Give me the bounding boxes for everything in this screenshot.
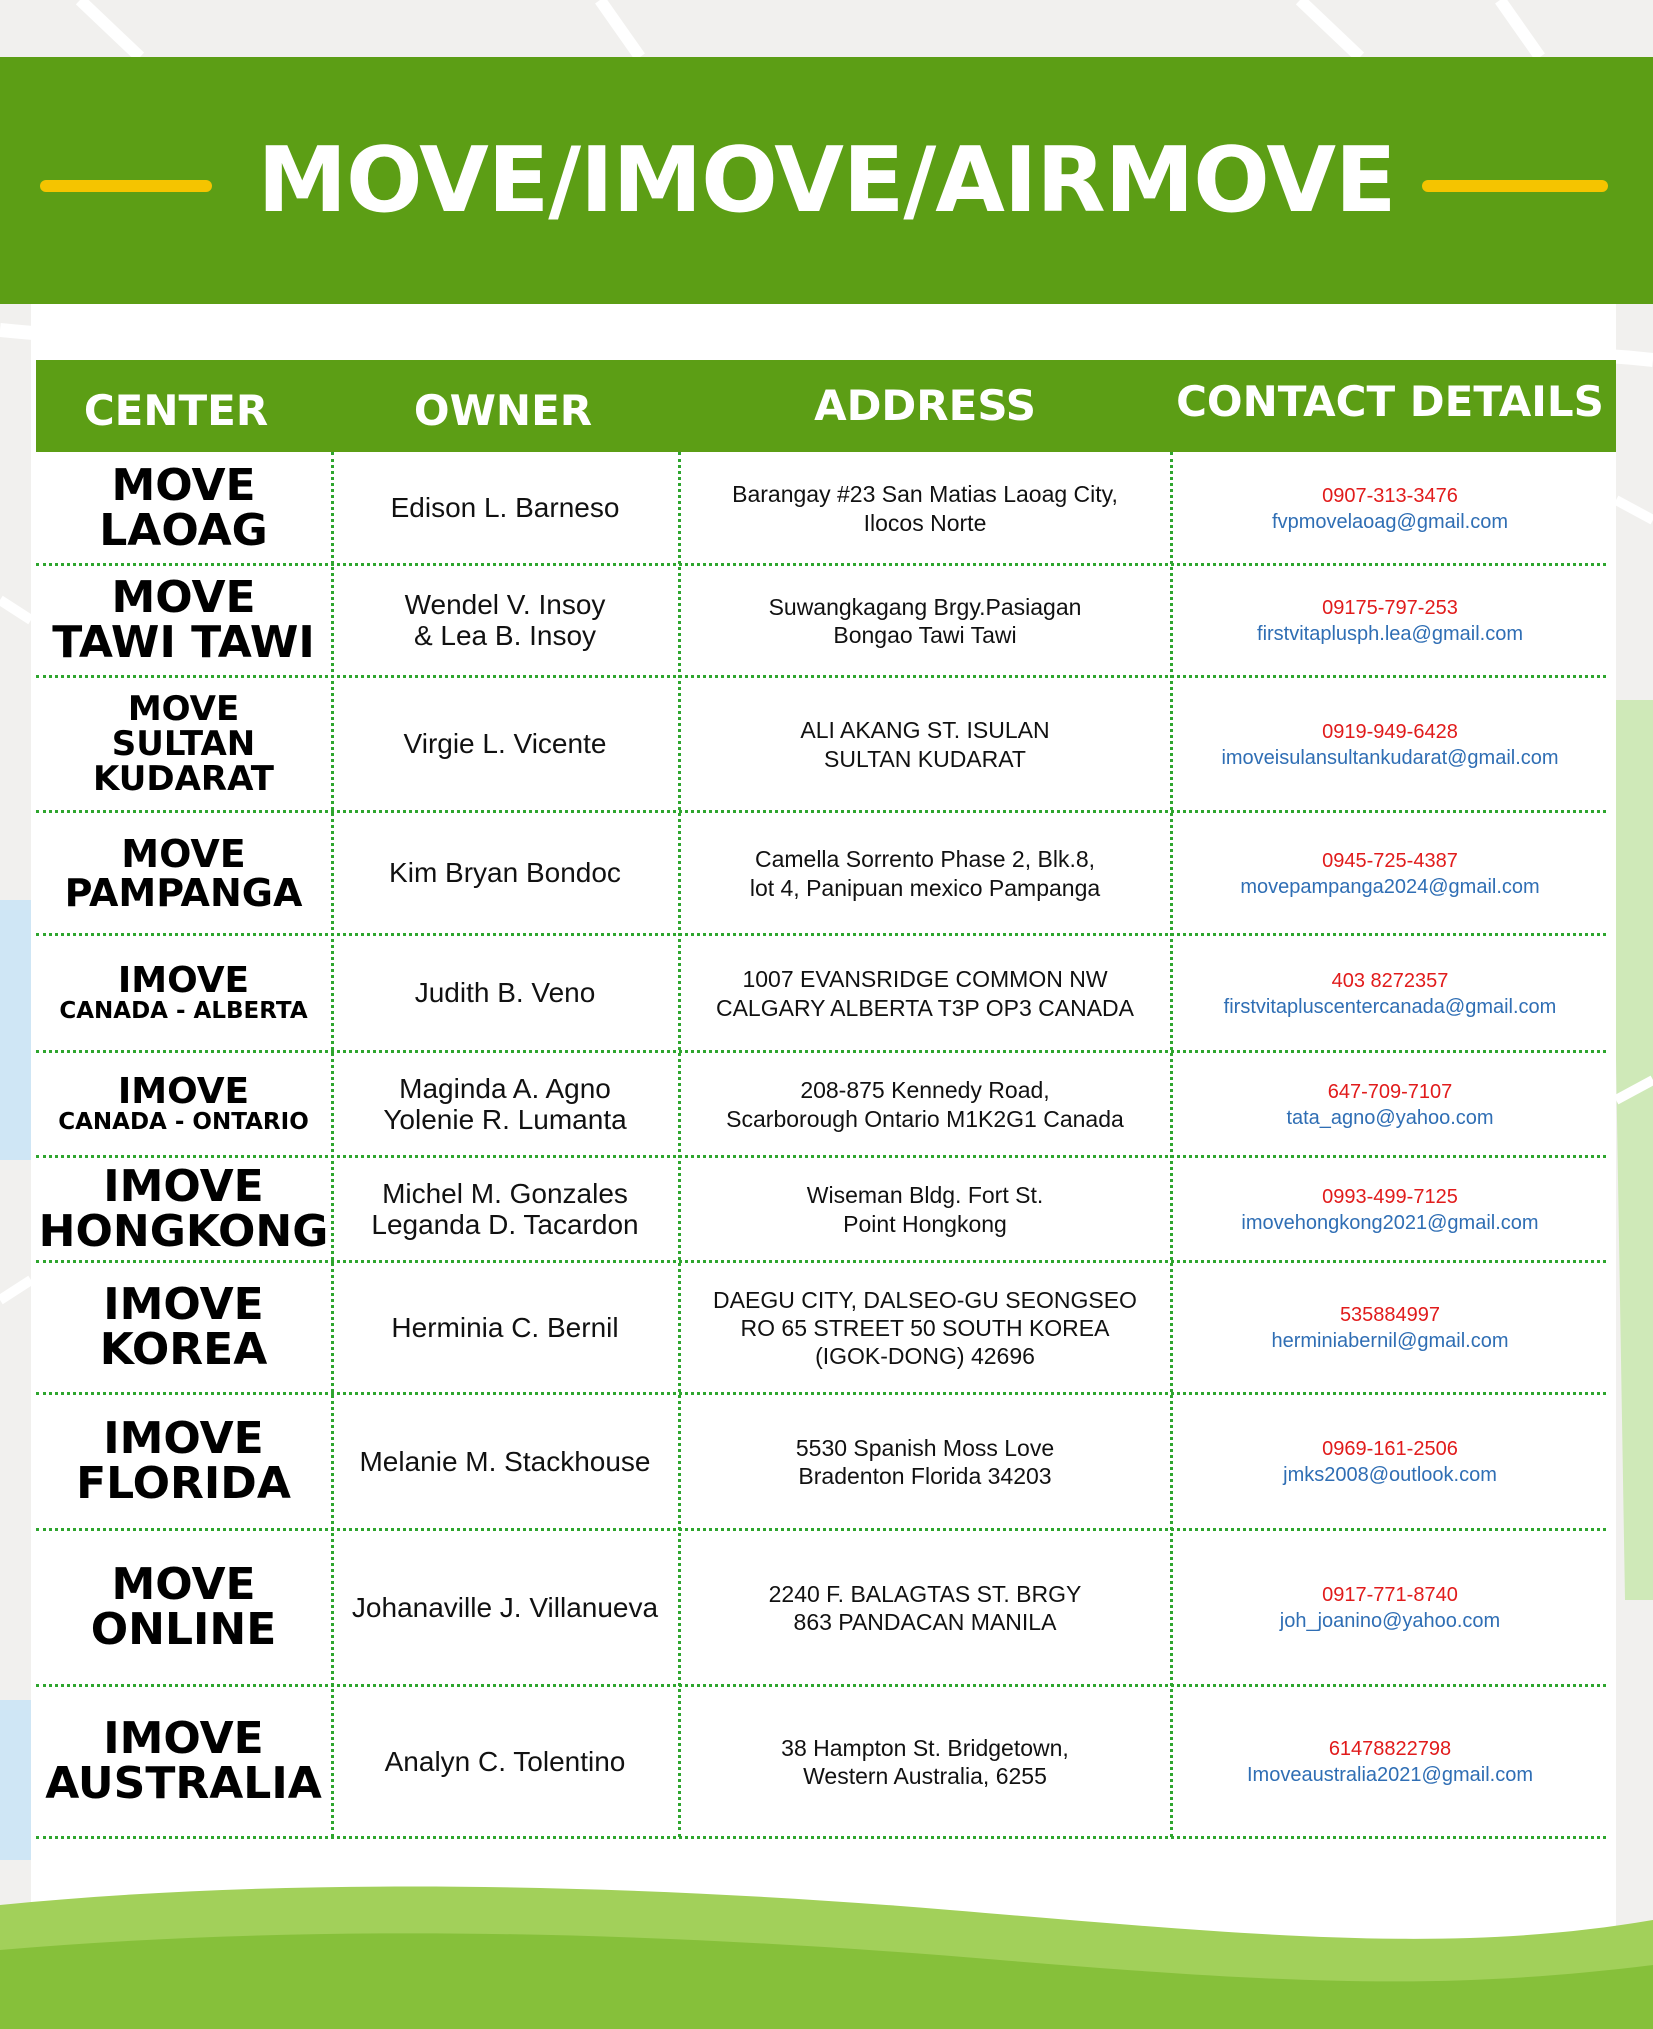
owner-cell: [335, 1686, 675, 1838]
email-link[interactable]: movepampanga2024@gmail.com: [1240, 875, 1540, 898]
contact-cell: [1174, 1157, 1606, 1262]
address-line: lot 4, Panipuan mexico Pampanga: [749, 874, 1101, 901]
address-line: Western Australia, 6255: [803, 1763, 1047, 1789]
center-cell: [36, 677, 331, 812]
contact-cell: [1174, 1052, 1606, 1157]
center-cell: [36, 1394, 331, 1530]
address-line: Scarborough Ontario M1K2G1 Canada: [726, 1105, 1124, 1132]
center-cell: [36, 565, 331, 677]
contact-cell: [1174, 935, 1606, 1052]
bottom-wave: [0, 1880, 1653, 2029]
owner-cell: [335, 1530, 675, 1686]
contact-cell: [1174, 1394, 1606, 1530]
center-name-line: SULTAN: [111, 724, 256, 765]
center-name-line: CANADA - ONTARIO: [58, 1109, 309, 1136]
center-name-line: KOREA: [99, 1324, 268, 1375]
phone-number[interactable]: 61478822798: [1328, 1738, 1452, 1760]
center-cell: [36, 452, 331, 565]
center-name-line: IMOVE: [103, 1413, 264, 1465]
owner-name: Kim Bryan Bondoc: [389, 857, 621, 889]
owner-name: Johanaville J. Villanueva: [351, 1591, 659, 1623]
center-cell: [36, 1530, 331, 1686]
email-link[interactable]: imoveisulansultankudarat@gmail.com: [1221, 746, 1559, 769]
owner-name: Leganda D. Tacardon: [371, 1208, 639, 1240]
address-line: 2240 F. BALAGTAS ST. BRGY: [768, 1580, 1082, 1607]
address-cell: [682, 1052, 1168, 1157]
address-cell: [682, 1262, 1168, 1394]
owner-cell: [335, 1052, 675, 1157]
center-name-line: MOVE: [121, 831, 246, 876]
address-cell: [682, 565, 1168, 677]
center-name-line: LAOAG: [99, 504, 268, 556]
address-line: 5530 Spanish Moss Love: [795, 1434, 1055, 1461]
owner-name: Yolenie R. Lumanta: [383, 1103, 627, 1135]
column-divider: [1170, 452, 1173, 1837]
email-link[interactable]: firstvitapluscentercanada@gmail.com: [1223, 995, 1557, 1018]
owner-name: Maginda A. Agno: [399, 1072, 611, 1104]
email-link[interactable]: tata_agno@yahoo.com: [1286, 1106, 1494, 1129]
email-link[interactable]: herminiabernil@gmail.com: [1271, 1330, 1509, 1352]
email-link[interactable]: jmks2008@outlook.com: [1283, 1464, 1497, 1486]
address-line: 38 Hampton St. Bridgetown,: [781, 1734, 1069, 1761]
address-cell: [682, 1394, 1168, 1530]
owner-name: Analyn C. Tolentino: [384, 1745, 626, 1777]
email-link[interactable]: Imoveaustralia2021@gmail.com: [1247, 1764, 1533, 1786]
address-cell: [682, 452, 1168, 565]
phone-number[interactable]: 0945-725-4387: [1322, 849, 1458, 872]
phone-number[interactable]: 0907-313-3476: [1322, 484, 1458, 507]
owner-name: Wendel V. Insoy: [404, 589, 606, 621]
center-name-line: FLORIDA: [76, 1458, 291, 1509]
address-line: Wiseman Bldg. Fort St.: [806, 1182, 1044, 1209]
center-name-line: IMOVE: [117, 960, 250, 1002]
contact-cell: [1174, 1530, 1606, 1686]
center-cell: [36, 1052, 331, 1157]
row-divider: [36, 1836, 1606, 1839]
address-line: 208-875 Kennedy Road,: [800, 1077, 1050, 1104]
address-line: Camella Sorrento Phase 2, Blk.8,: [754, 846, 1096, 873]
email-link[interactable]: fvpmovelaoag@gmail.com: [1272, 510, 1508, 533]
owner-cell: [335, 935, 675, 1052]
address-line: 1007 EVANSRIDGE COMMON NW: [742, 966, 1108, 993]
center-name-line: IMOVE: [117, 1071, 250, 1113]
email-link[interactable]: imovehongkong2021@gmail.com: [1241, 1211, 1539, 1234]
contact-cell: [1174, 812, 1606, 935]
address-line: Point Hongkong: [843, 1210, 1007, 1237]
owner-cell: [335, 1394, 675, 1530]
center-name-line: CANADA - ALBERTA: [59, 998, 308, 1025]
address-line: DAEGU CITY, DALSEO-GU SEONGSEO: [713, 1286, 1137, 1313]
contact-cell: [1174, 1262, 1606, 1394]
center-name-line: IMOVE: [103, 1713, 264, 1765]
owner-name: Edison L. Barneso: [390, 492, 620, 524]
owner-name: Melanie M. Stackhouse: [359, 1445, 651, 1477]
address-line: Barangay #23 San Matias Laoag City,: [732, 481, 1118, 508]
center-name-line: PAMPANGA: [64, 870, 303, 915]
contact-cell: [1174, 677, 1606, 812]
center-name-line: TAWI TAWI: [52, 617, 315, 668]
phone-number[interactable]: 0917-771-8740: [1322, 1584, 1458, 1606]
address-line: 863 PANDACAN MANILA: [793, 1609, 1057, 1635]
owner-name: Virgie L. Vicente: [403, 728, 607, 760]
owner-cell: [335, 1262, 675, 1394]
contact-cell: [1174, 452, 1606, 565]
column-divider: [678, 452, 681, 1837]
phone-number[interactable]: 0919-949-6428: [1322, 720, 1458, 743]
owner-cell: [335, 1157, 675, 1262]
owner-name: & Lea B. Insoy: [413, 620, 597, 651]
header-address: ADDRESS: [814, 381, 1036, 430]
center-name-line: MOVE: [111, 572, 256, 624]
header-center: CENTER: [83, 386, 269, 435]
center-cell: [36, 812, 331, 935]
center-cell: [36, 1686, 331, 1838]
address-line: RO 65 STREET 50 SOUTH KOREA: [740, 1314, 1110, 1341]
phone-number[interactable]: 0969-161-2506: [1322, 1438, 1458, 1460]
address-cell: [682, 1686, 1168, 1838]
center-cell: [36, 1262, 331, 1394]
owner-name: Judith B. Veno: [414, 977, 596, 1009]
address-line: (IGOK-DONG) 42696: [815, 1343, 1035, 1370]
address-cell: [682, 812, 1168, 935]
center-name-line: HONGKONG: [38, 1205, 329, 1257]
owner-cell: [335, 677, 675, 812]
address-cell: [682, 935, 1168, 1052]
center-cell: [36, 1157, 331, 1262]
address-line: Suwangkagang Brgy.Pasiagan: [768, 593, 1082, 620]
address-line: Bongao Tawi Tawi: [833, 622, 1017, 648]
phone-number[interactable]: 09175-797-253: [1322, 597, 1458, 619]
center-name-line: MOVE: [111, 459, 256, 511]
address-line: Ilocos Norte: [863, 509, 987, 536]
address-cell: [682, 1530, 1168, 1686]
header-owner: OWNER: [413, 386, 593, 435]
center-name-line: MOVE: [127, 689, 240, 730]
center-name-line: ONLINE: [90, 1604, 277, 1655]
address-cell: [682, 1157, 1168, 1262]
phone-number[interactable]: 535884997: [1339, 1304, 1441, 1326]
column-divider: [331, 452, 334, 1837]
center-name-line: AUSTRALIA: [45, 1758, 322, 1809]
contact-cell: [1174, 1686, 1606, 1838]
address-line: CALGARY ALBERTA T3P OP3 CANADA: [715, 994, 1135, 1021]
phone-number[interactable]: 0993-499-7125: [1322, 1185, 1458, 1208]
phone-number[interactable]: 647-709-7107: [1327, 1080, 1453, 1103]
center-name-line: IMOVE: [103, 1160, 264, 1212]
address-line: SULTAN KUDARAT: [824, 745, 1026, 772]
center-name-line: MOVE: [111, 1559, 256, 1611]
address-line: ALI AKANG ST. ISULAN: [800, 717, 1050, 744]
phone-number[interactable]: 403 8272357: [1331, 969, 1449, 992]
center-name-line: IMOVE: [103, 1279, 264, 1331]
owner-name: Michel M. Gonzales: [382, 1177, 628, 1209]
contact-cell: [1174, 565, 1606, 677]
address-line: Bradenton Florida 34203: [798, 1463, 1052, 1489]
owner-cell: [335, 452, 675, 565]
page-title: MOVE/IMOVE/AIRMOVE: [257, 128, 1396, 233]
owner-cell: [335, 565, 675, 677]
address-cell: [682, 677, 1168, 812]
center-name-line: KUDARAT: [93, 758, 274, 799]
owner-cell: [335, 812, 675, 935]
email-link[interactable]: firstvitaplusph.lea@gmail.com: [1257, 623, 1523, 645]
header-contact: CONTACT DETAILS: [1176, 377, 1604, 426]
email-link[interactable]: joh_joanino@yahoo.com: [1279, 1610, 1501, 1632]
owner-name: Herminia C. Bernil: [391, 1311, 619, 1343]
center-cell: [36, 935, 331, 1052]
